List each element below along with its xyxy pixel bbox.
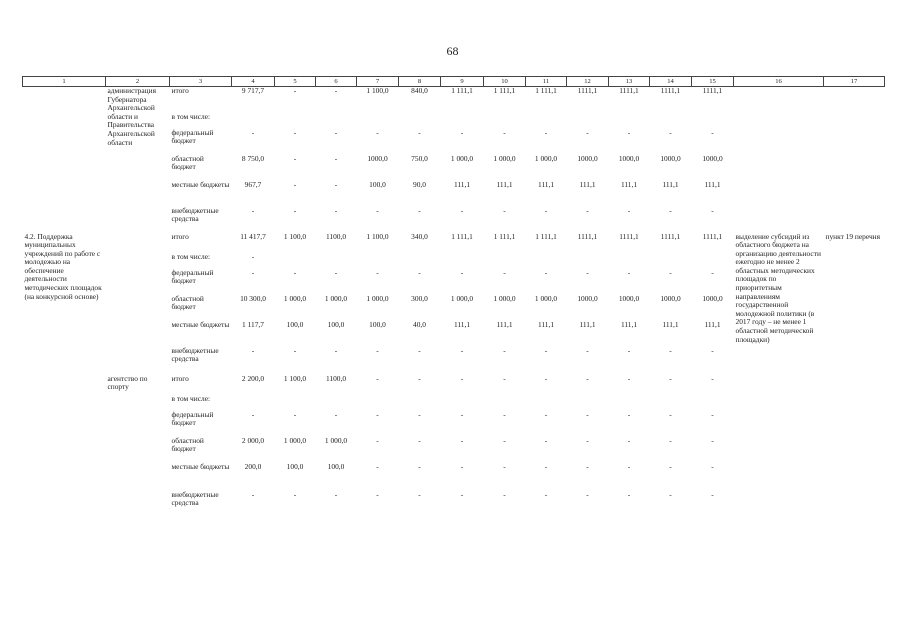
value-cell: 111,1: [537, 180, 555, 189]
table-row: [23, 87, 885, 113]
value-cell: -: [627, 346, 631, 355]
value-cell: -: [503, 206, 506, 215]
value-cell: -: [544, 268, 548, 277]
executor-cell: администрация Губернатора Архангельской области и Правительства Архангельской области: [107, 86, 156, 147]
value-cell: -: [503, 346, 506, 355]
value-cell: 1 000,0: [493, 154, 516, 163]
value-cell: -: [376, 346, 379, 355]
value-cell: -: [293, 410, 297, 419]
value-cell: -: [711, 462, 714, 471]
funding-source-cell: областной бюджет: [171, 154, 204, 172]
funding-source-cell: внебюджетные средства: [171, 206, 219, 224]
value-cell: [232, 113, 275, 129]
value-cell: -: [669, 490, 672, 499]
value-cell: 111,1: [620, 180, 638, 189]
value-cell: [357, 395, 399, 411]
value-cell: [441, 395, 484, 411]
value-cell: [484, 253, 526, 269]
value-cell: -: [586, 410, 589, 419]
value-cell: -: [418, 410, 421, 419]
value-cell: [399, 113, 441, 129]
value-cell: 1 111,1: [493, 232, 516, 241]
funding-source-cell: федеральный бюджет: [171, 268, 214, 286]
value-cell: -: [251, 128, 255, 137]
value-cell: -: [544, 128, 548, 137]
value-cell: -: [627, 374, 631, 383]
value-cell: 111,1: [579, 320, 596, 329]
executor-cell: [106, 233, 170, 375]
value-cell: 340,0: [411, 232, 428, 241]
value-cell: -: [334, 180, 338, 189]
value-cell: 1 111,1: [535, 86, 557, 95]
value-cell: 1 100,0: [283, 374, 307, 383]
value-cell: [526, 395, 567, 411]
value-cell: 1 111,1: [451, 86, 473, 95]
value-cell: -: [293, 346, 297, 355]
value-cell: 200,0: [244, 462, 262, 471]
value-cell: -: [503, 128, 506, 137]
value-cell: -: [586, 346, 589, 355]
value-cell: [399, 253, 441, 269]
value-cell: 111,1: [453, 320, 471, 329]
value-cell: [275, 253, 316, 269]
value-cell: -: [376, 206, 379, 215]
value-cell: -: [669, 128, 672, 137]
value-cell: -: [376, 490, 379, 499]
value-cell: -: [627, 128, 631, 137]
value-cell: -: [293, 154, 297, 163]
value-cell: 100,0: [369, 320, 386, 329]
value-cell: -: [251, 206, 255, 215]
value-cell: -: [251, 346, 255, 355]
value-cell: 1 000,0: [283, 436, 307, 445]
value-cell: 840,0: [411, 86, 428, 95]
value-cell: 111,1: [537, 320, 555, 329]
value-cell: [650, 253, 692, 269]
value-cell: 1 000,0: [450, 294, 474, 303]
value-cell: 111,1: [579, 180, 596, 189]
value-cell: -: [711, 346, 714, 355]
value-cell: -: [460, 490, 464, 499]
value-cell: 8 750,0: [241, 154, 265, 163]
value-cell: -: [711, 374, 714, 383]
value-cell: 1 100,0: [366, 86, 389, 95]
value-cell: 10 300,0: [240, 294, 266, 303]
column-header: 1: [23, 77, 106, 87]
value-cell: -: [460, 462, 464, 471]
value-cell: [567, 253, 609, 269]
value-cell: -: [334, 346, 338, 355]
value-cell: 111,1: [496, 320, 513, 329]
value-cell: -: [460, 268, 464, 277]
value-cell: -: [586, 374, 589, 383]
funding-source-cell: итого: [171, 374, 189, 383]
value-cell: -: [334, 128, 338, 137]
value-cell: -: [669, 268, 672, 277]
value-cell: 90,0: [413, 180, 426, 189]
expected-result-cell: [734, 87, 824, 233]
value-cell: -: [669, 410, 672, 419]
value-cell: 111,1: [662, 180, 679, 189]
funding-source-cell: местные бюджеты: [171, 320, 230, 329]
reference-cell: пункт 19 перечня: [825, 232, 881, 241]
reference-cell: [824, 87, 885, 233]
value-cell: 1000,0: [660, 154, 681, 163]
value-cell: [316, 395, 357, 411]
value-cell: 40,0: [413, 320, 426, 329]
value-cell: -: [503, 410, 506, 419]
value-cell: 1111,1: [619, 232, 639, 241]
value-cell: -: [627, 268, 631, 277]
value-cell: [399, 395, 441, 411]
value-cell: -: [586, 128, 589, 137]
value-cell: -: [418, 128, 421, 137]
column-header: 9: [441, 77, 484, 87]
value-cell: -: [627, 490, 631, 499]
value-cell: -: [460, 436, 464, 445]
value-cell: -: [544, 410, 548, 419]
value-cell: 300,0: [411, 294, 428, 303]
value-cell: 111,1: [496, 180, 513, 189]
value-cell: [692, 253, 734, 269]
value-cell: -: [376, 128, 379, 137]
funding-source-cell: местные бюджеты: [171, 180, 230, 189]
value-cell: 1 100,0: [366, 232, 389, 241]
value-cell: [609, 253, 650, 269]
value-cell: 967,7: [244, 180, 262, 189]
value-cell: -: [544, 462, 548, 471]
value-cell: -: [586, 462, 589, 471]
column-header: 17: [824, 77, 885, 87]
column-header: 15: [692, 77, 734, 87]
value-cell: [441, 113, 484, 129]
column-header: 11: [526, 77, 567, 87]
funding-source-cell: в том числе:: [171, 112, 211, 121]
value-cell: [316, 253, 357, 269]
value-cell: [357, 253, 399, 269]
funding-source-cell: федеральный бюджет: [171, 128, 214, 146]
value-cell: -: [544, 436, 548, 445]
value-cell: 1111,1: [619, 86, 639, 95]
value-cell: 111,1: [704, 180, 721, 189]
value-cell: -: [460, 410, 464, 419]
value-cell: 1 100,0: [283, 232, 307, 241]
value-cell: 1000,0: [702, 294, 723, 303]
funding-source-cell: местные бюджеты: [171, 462, 230, 471]
value-cell: -: [711, 436, 714, 445]
value-cell: [316, 113, 357, 129]
value-cell: -: [711, 268, 714, 277]
value-cell: 1 000,0: [534, 154, 558, 163]
value-cell: -: [627, 436, 631, 445]
value-cell: [484, 395, 526, 411]
value-cell: -: [586, 206, 589, 215]
column-header: 7: [357, 77, 399, 87]
column-header: 6: [316, 77, 357, 87]
value-cell: -: [544, 346, 548, 355]
value-cell: [232, 395, 275, 411]
reference-cell: [824, 375, 885, 517]
value-cell: -: [711, 128, 714, 137]
value-cell: 1 111,1: [535, 232, 557, 241]
value-cell: 1000,0: [618, 294, 640, 303]
column-header: 8: [399, 77, 441, 87]
column-header: 10: [484, 77, 526, 87]
column-header: 14: [650, 77, 692, 87]
value-cell: -: [669, 374, 672, 383]
value-cell: -: [334, 206, 338, 215]
value-cell: -: [669, 436, 672, 445]
value-cell: -: [334, 154, 338, 163]
value-cell: 1111,1: [660, 232, 681, 241]
value-cell: 750,0: [411, 154, 428, 163]
value-cell: -: [334, 490, 338, 499]
value-cell: -: [669, 346, 672, 355]
executor-cell: агентство по спорту: [107, 374, 148, 392]
value-cell: 111,1: [620, 320, 638, 329]
value-cell: -: [418, 346, 421, 355]
funding-source-cell: в том числе:: [171, 252, 211, 261]
funding-source-cell: областной бюджет: [171, 294, 204, 312]
value-cell: -: [293, 206, 297, 215]
value-cell: -: [376, 462, 379, 471]
value-cell: -: [293, 86, 297, 95]
value-cell: -: [544, 490, 548, 499]
value-cell: -: [711, 206, 714, 215]
value-cell: 1100,0: [325, 374, 347, 383]
value-cell: 1000,0: [367, 154, 388, 163]
value-cell: -: [460, 206, 464, 215]
value-cell: [650, 395, 692, 411]
value-cell: -: [376, 268, 379, 277]
value-cell: -: [418, 374, 421, 383]
value-cell: -: [293, 490, 297, 499]
value-cell: 100,0: [327, 320, 345, 329]
value-cell: -: [334, 86, 338, 95]
value-cell: -: [460, 128, 464, 137]
value-cell: -: [418, 436, 421, 445]
column-header: 5: [275, 77, 316, 87]
value-cell: 1 000,0: [493, 294, 516, 303]
column-header: 2: [106, 77, 170, 87]
value-cell: [567, 395, 609, 411]
expected-result-cell: выделение субсидий из областного бюджета на организацию деятельности ежегодно не менее 2 областных методических площадок по приоритетным направлениям государственной молодежной политики (в 2017 году – не менее 1 областной методической площадки): [735, 231, 821, 344]
value-cell: -: [376, 410, 379, 419]
value-cell: -: [376, 374, 379, 383]
column-header: 16: [734, 77, 824, 87]
value-cell: 111,1: [662, 320, 679, 329]
value-cell: [692, 113, 734, 129]
value-cell: 1100,0: [325, 232, 347, 241]
value-cell: [484, 113, 526, 129]
value-cell: 1 117,7: [242, 320, 264, 329]
column-header: 12: [567, 77, 609, 87]
value-cell: -: [711, 490, 714, 499]
value-cell: [609, 113, 650, 129]
value-cell: 1000,0: [577, 294, 598, 303]
value-cell: 111,1: [453, 180, 471, 189]
value-cell: 1 000,0: [366, 294, 389, 303]
value-cell: -: [669, 206, 672, 215]
value-cell: -: [251, 268, 255, 277]
value-cell: [567, 113, 609, 129]
value-cell: [609, 395, 650, 411]
value-cell: -: [586, 268, 589, 277]
value-cell: 1111,1: [577, 86, 598, 95]
value-cell: [526, 113, 567, 129]
value-cell: 100,0: [286, 320, 304, 329]
value-cell: -: [627, 462, 631, 471]
value-cell: 1111,1: [702, 232, 723, 241]
funding-source-cell: в том числе:: [171, 394, 211, 403]
value-cell: [441, 253, 484, 269]
value-cell: [692, 395, 734, 411]
page-number: 68: [446, 44, 459, 58]
value-cell: 1 111,1: [451, 232, 473, 241]
value-cell: [275, 113, 316, 129]
value-cell: 1 111,1: [493, 86, 516, 95]
value-cell: -: [627, 206, 631, 215]
value-cell: -: [586, 490, 589, 499]
value-cell: 100,0: [286, 462, 304, 471]
value-cell: 1 000,0: [283, 294, 307, 303]
value-cell: 1000,0: [577, 154, 598, 163]
value-cell: [526, 253, 567, 269]
funding-source-cell: итого: [171, 232, 189, 241]
value-cell: [650, 113, 692, 129]
value-cell: 100,0: [327, 462, 345, 471]
column-header: 3: [170, 77, 232, 87]
value-cell: 2 200,0: [241, 374, 265, 383]
value-cell: -: [334, 268, 338, 277]
header-row: [23, 77, 885, 87]
value-cell: 1000,0: [618, 154, 640, 163]
value-cell: 2 000,0: [241, 436, 265, 445]
funding-source-cell: областной бюджет: [171, 436, 204, 454]
value-cell: 1000,0: [660, 294, 681, 303]
value-cell: -: [418, 268, 421, 277]
value-cell: 1 000,0: [324, 294, 348, 303]
event-name-cell: [23, 375, 106, 517]
event-name-cell: [23, 87, 106, 233]
value-cell: -: [503, 268, 506, 277]
value-cell: -: [418, 206, 421, 215]
funding-source-cell: федеральный бюджет: [171, 410, 214, 428]
value-cell: -: [503, 374, 506, 383]
value-cell: 1111,1: [660, 86, 681, 95]
value-cell: -: [711, 410, 714, 419]
funding-source-cell: внебюджетные средства: [171, 346, 219, 364]
value-cell: -: [503, 436, 506, 445]
table-row: [23, 375, 885, 395]
column-header: 13: [609, 77, 650, 87]
value-cell: -: [293, 128, 297, 137]
value-cell: -: [460, 374, 464, 383]
value-cell: 111,1: [704, 320, 721, 329]
value-cell: [357, 113, 399, 129]
value-cell: 1111,1: [702, 86, 723, 95]
value-cell: -: [251, 490, 255, 499]
value-cell: -: [293, 180, 297, 189]
value-cell: -: [503, 490, 506, 499]
value-cell: [275, 395, 316, 411]
value-cell: 1 000,0: [450, 154, 474, 163]
expected-result-cell: [734, 375, 824, 517]
value-cell: -: [251, 252, 255, 261]
value-cell: -: [544, 206, 548, 215]
value-cell: -: [251, 410, 255, 419]
event-name-cell: 4.2. Поддержка муниципальных учреждений по работе с молодежью на обеспечение деятельности методических площадок (на конкурсной основе): [24, 232, 102, 301]
value-cell: -: [334, 410, 338, 419]
value-cell: -: [376, 436, 379, 445]
value-cell: -: [544, 374, 548, 383]
value-cell: 1 000,0: [534, 294, 558, 303]
budget-table: [22, 76, 885, 517]
value-cell: 9 717,7: [241, 86, 265, 95]
value-cell: 11 417,7: [240, 232, 266, 241]
value-cell: 100,0: [369, 180, 386, 189]
value-cell: 1000,0: [702, 154, 723, 163]
value-cell: 1111,1: [577, 232, 598, 241]
table-row: [23, 233, 885, 253]
value-cell: -: [503, 462, 506, 471]
funding-source-cell: итого: [171, 86, 189, 95]
value-cell: -: [669, 462, 672, 471]
value-cell: -: [293, 268, 297, 277]
value-cell: -: [627, 410, 631, 419]
value-cell: -: [460, 346, 464, 355]
value-cell: -: [418, 490, 421, 499]
value-cell: -: [418, 462, 421, 471]
column-header: 4: [232, 77, 275, 87]
value-cell: 1 000,0: [324, 436, 348, 445]
value-cell: -: [586, 436, 589, 445]
funding-source-cell: внебюджетные средства: [171, 490, 219, 508]
